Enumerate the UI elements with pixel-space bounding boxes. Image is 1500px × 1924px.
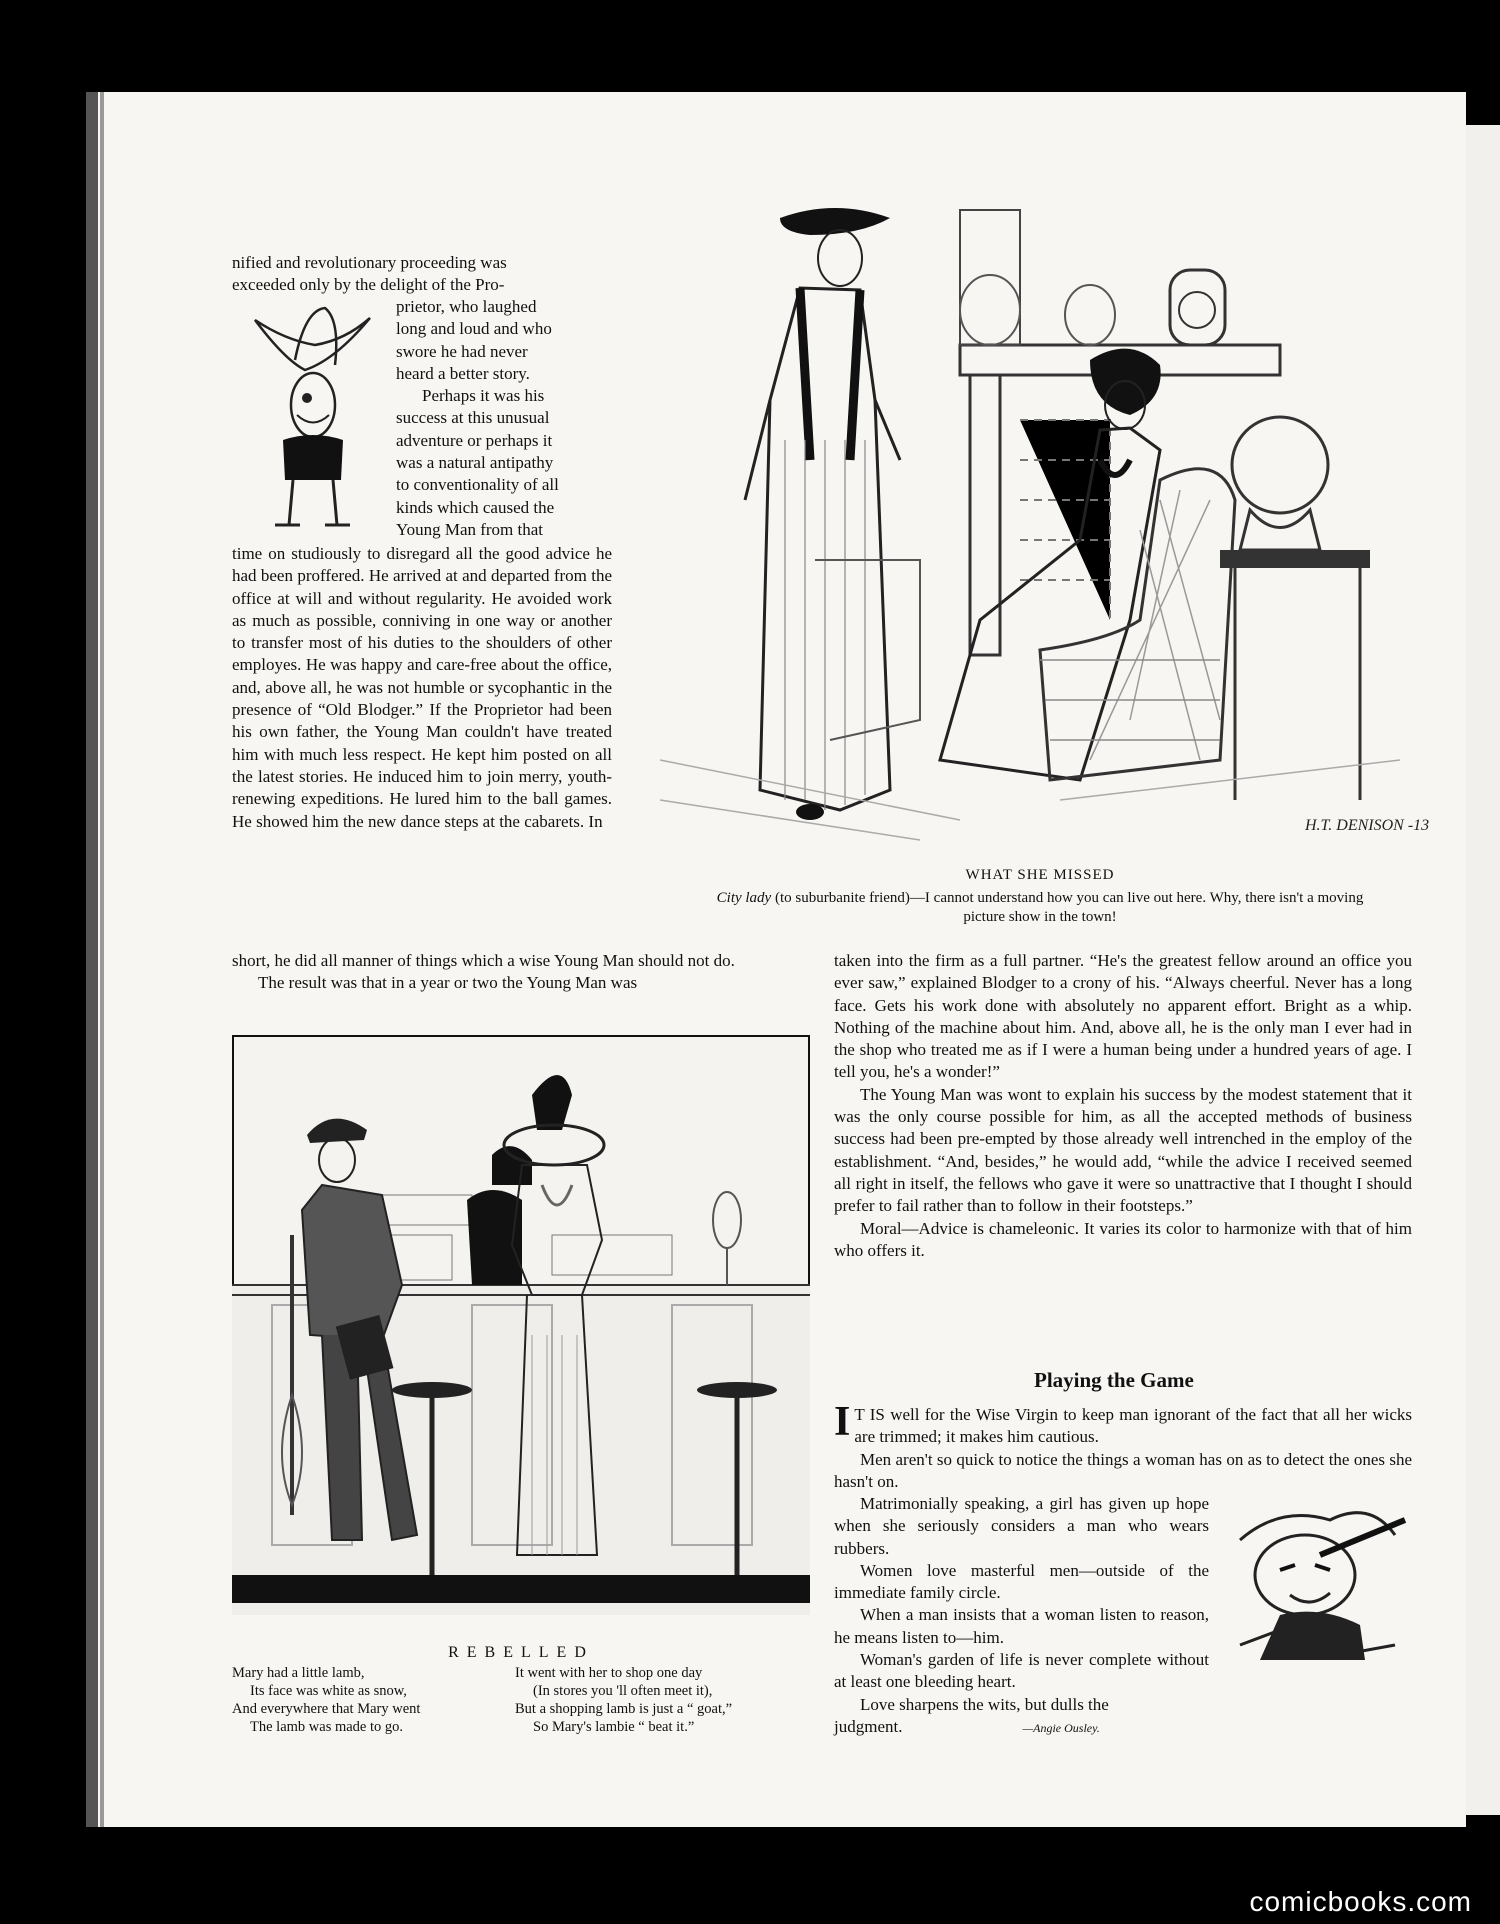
- rebelled-title: REBELLED: [448, 1644, 594, 1661]
- rebelled-illustration: [232, 1035, 810, 1615]
- book-spine-edge: [100, 92, 104, 1827]
- story-lead: nified and revolutionary proceeding was exceeded only by the delight of the Pro-: [232, 253, 507, 295]
- caption-body: City lady (to suburbanite friend)—I cannot understand how you can live out here. Why, there isn't a moving picture show in the town!: [716, 890, 1364, 925]
- playing-the-game-intro: I T IS well for the Wise Virgin to keep man ignorant of the fact that all her wicks are trimmed; it makes him cautious. Men aren't so quick to notice the things a woman has on as to detect the ones she hasn't on.: [834, 1399, 1412, 1491]
- rebelled-poem-right: It went with her to shop one day (In stores you 'll often meet it), But a shopping lamb is just a “ goat,” So Mary's lambie “ beat it.”: [515, 1665, 733, 1735]
- author-credit: —Angie Ousley.: [1022, 1720, 1100, 1735]
- playing-the-game-heading: Playing the Game: [1034, 1368, 1194, 1392]
- story-column-two: taken into the firm as a full partner. “He's the greatest fellow around an office you ever saw,” explained Blodger to a crony of his. “Always cheerful. Never has a long face. Gets his work done with absolutely no apparent effort. Bright as a whip. Nothing of the machine about him. And, above all, he is the only man I ever had in the shop who treated me as if I were a human being under a hundred years of age. I tell you, he's a wonder!” The Young Man was wont to explain his success by the modest statement that it was the only course possible for him, as all the accepted methods of business success had been pre-empted by those already well intrenched in the employ of the establishment. “And, besides,” he would add, “while the advice I received seemed all right in itself, the fellows who gave it were so unattractive that I thought I should prefer to fail rather than to follow in their footsteps.” Moral—Advice is chameleonic. It varies its color to harmonize with that of him who offers it.: [834, 951, 1412, 1260]
- top-illustration-caption: [680, 866, 1400, 927]
- playing-the-game-aphorisms: Matrimonially speaking, a girl has given up hope when she seriously considers a man who wears rubbers. Women love masterful men—outside of the immediate family circle. When a man insists that a woman listen to reason, he means listen to—him. Woman's garden of life is never complete without at least one bleeding heart. Love sharpens the wits, but dulls the judgment. —Angie Ousley.: [834, 1494, 1209, 1736]
- watermark: comicbooks.com: [1249, 1886, 1472, 1917]
- artist-signature: H.T. DENISON -13: [1305, 817, 1430, 834]
- story-continued: time on studiously to disregard all the good advice he had been proffered. He arrived at and departed from the office at will and without regularity. He avoided work as much as possible, conniving in one way or another to transfer most of his duties to the shoulders of other employes. He was happy and care-free about the office, and, above all, he was not humble or sycophantic in the presence of “Old Blodger.” If the Proprietor had been his own father, the Young Man couldn't have treated him with much less respect. He kept him posted on all the latest stories. He induced him to join merry, youth-renewing expeditions. He lured him to the ball games. He showed him the new dance steps at the cabarets. In: [232, 544, 612, 831]
- rebelled-poem-left: Mary had a little lamb, Its face was white as snow, And everywhere that Mary went The lamb was made to go.: [232, 1665, 421, 1735]
- caricature-illustration: [245, 300, 385, 540]
- book-spine: [86, 92, 98, 1827]
- facing-page-edge: [1466, 125, 1500, 1815]
- story-beside-caricature: prietor, who laughed long and loud and who swore he had never heard a better story. Perhaps it was his success at this unusual adventure or perhaps it was a natural antipathy to conventionality of all kinds which caused the Young Man from that: [396, 297, 559, 539]
- what-she-missed-illustration: [660, 200, 1430, 840]
- story-wide-line: short, he did all manner of things which a wise Young Man should not do. The result was that in a year or two the Young Man was: [232, 951, 735, 993]
- cupid-caricature-illustration: [1220, 1495, 1410, 1670]
- drop-cap: I: [834, 1399, 851, 1445]
- caption-title: WHAT SHE MISSED: [965, 867, 1115, 883]
